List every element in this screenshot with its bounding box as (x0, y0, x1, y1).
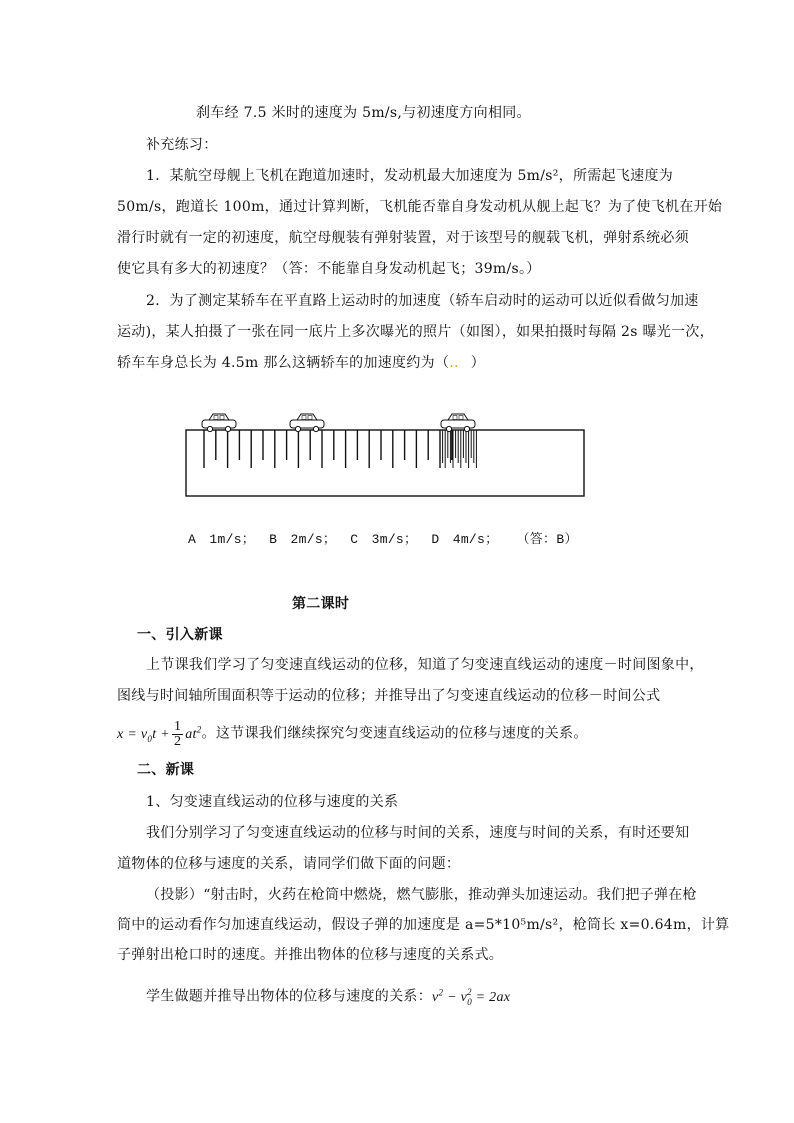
q1-line2: 50m/s，跑道长 100m，通过计算判断，飞机能否靠自身发动机从舰上起飞？为了使飞机在开始 (117, 199, 723, 215)
option-d: D 4m/s； (431, 532, 499, 547)
q1-line4: 使它具有多大的初速度？（答：不能靠自身发动机起飞；39m/s。） (117, 261, 541, 277)
supplement-title: 补充练习： (146, 137, 218, 153)
subsection1-title: 1、匀变速直线运动的位移与速度的关系 (146, 794, 399, 810)
answer-blank: .. (449, 355, 459, 371)
velocity-displacement-formula: $v^2 - v_0^2 = 2ax$ (432, 987, 511, 1007)
sec2-line6-text: 学生做题并推导出物体的位移与速度的关系： (146, 988, 432, 1005)
sec2-line2: 道物体的位移与速度的关系，请同学们做下面的问题： (117, 856, 461, 872)
q2-line3-close: ） (470, 355, 486, 371)
q1-line3: 滑行时就有一定的初速度，航空母舰装有弹射装置，对于该型号的舰载飞机，弹射系统必须 (117, 230, 689, 246)
displacement-time-formula: $x = v_0t$ + $\frac{1}{2}$ $at^2$ (117, 718, 202, 749)
sec2-line3: （投影）“射击时，火药在枪筒中燃烧，燃气膨胀，推动弹头加速运动。我们把子弹在枪 (146, 887, 697, 903)
sec1-line2: 图线与时间轴所围面积等于运动的位移；并推导出了匀变速直线运动的位移－时间公式 (117, 688, 661, 704)
q2-line3 (117, 353, 485, 373)
sec2-line6 (146, 982, 510, 1011)
figure-ticks (204, 430, 452, 468)
car-icon (290, 414, 324, 432)
figure-frame (186, 430, 584, 496)
q2-line1: 2．为了测定某轿车在平直路上运动时的加速度（轿车启动时的运动可以近似看做匀加速 (146, 293, 699, 309)
option-c: C 3m/s； (350, 532, 418, 547)
option-answer: （答：B） (516, 532, 578, 547)
lesson2-title: 第二课时 (292, 596, 350, 612)
top-line: 刹车经 7.5 米时的速度为 5m/s,与初速度方向相同。 (196, 105, 531, 121)
car-icon (441, 414, 475, 432)
answer-options (188, 530, 578, 550)
section2-title: 二、新课 (137, 762, 195, 778)
sec2-line5: 子弹射出枪口时的速度。并推出物体的位移与速度的关系式。 (117, 947, 504, 963)
sec1-line3-text: 。这节课我们继续探究匀变速直线运动的位移与速度的关系。 (201, 725, 588, 742)
multi-exposure-car-figure (184, 408, 586, 498)
sec1-line3 (117, 712, 588, 749)
sec2-line1: 我们分别学习了匀变速直线运动的位移与时间的关系，速度与时间的关系，有时还要知 (146, 825, 690, 841)
option-a: A 1m/s； (188, 532, 256, 547)
sec1-line1: 上节课我们学习了匀变速直线运动的位移，知道了匀变速直线运动的速度－时间图象中， (146, 657, 704, 673)
q2-line2: 运动)，某人拍摄了一张在同一底片上多次曝光的照片（如图），如果拍摄时每隔 2s 曝光一次， (117, 324, 714, 340)
sec2-line4: 筒中的运动看作匀加速直线运动，假设子弹的加速度是 a=5*10⁵m/s²，枪筒长 x=0.64m，计算 (117, 917, 730, 933)
option-b: B 2m/s； (269, 532, 337, 547)
q2-line3-text: 轿车车身总长为 4.5m 那么这辆轿车的加速度约为（ (117, 355, 450, 371)
car-icon (202, 414, 236, 432)
figure-dense-ticks (440, 430, 476, 468)
section1-title: 一、引入新课 (137, 627, 223, 643)
q1-line1: 1．某航空母舰上飞机在跑道加速时，发动机最大加速度为 5m/s²，所需起飞速度为 (146, 168, 674, 184)
